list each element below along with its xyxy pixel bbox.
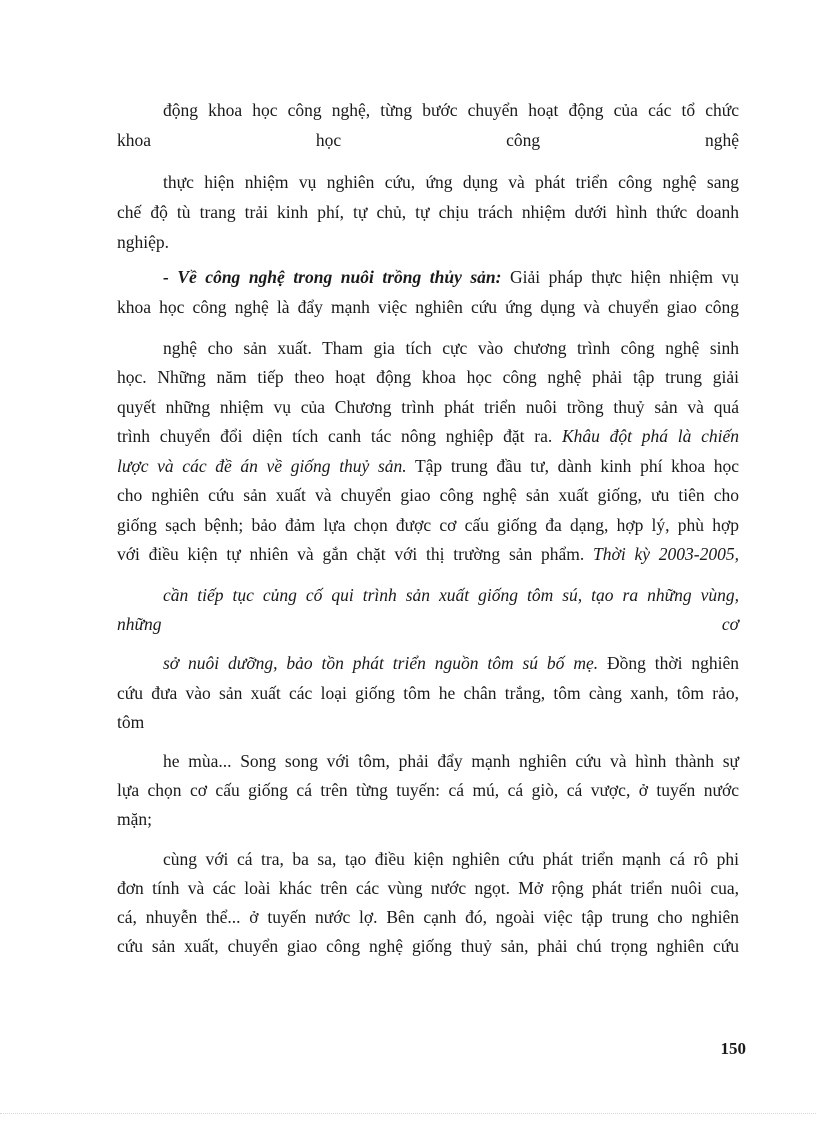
- text-line: quyết những nhiệm vụ của Chương trình phát triển nuôi trồng thuỷ sản và quá: [117, 397, 739, 417]
- text-line: động khoa học công nghệ, từng bước chuyển hoạt động của các tổ chức: [163, 100, 739, 120]
- text-line: cứu sản xuất, chuyển giao công nghệ giống thuỷ sản, phải chú trọng nghiên cứu: [117, 936, 739, 956]
- text-line: nghệ cho sản xuất. Tham gia tích cực vào chương trình công nghệ sinh: [163, 338, 739, 358]
- text-line: - Về công nghệ trong nuôi trồng thủy sản: Giải pháp thực hiện nhiệm vụ: [163, 267, 739, 287]
- text-line: giống sạch bệnh; bảo đảm lựa chọn được cơ cấu giống đa dạng, hợp lý, phù hợp: [117, 515, 739, 535]
- text-line: nghiệp.: [117, 232, 170, 252]
- text-line: đơn tính và các loài khác trên các vùng nước ngọt. Mở rộng phát triển nuôi cua,: [117, 878, 739, 898]
- text-line: lựa chọn cơ cấu giống cá trên từng tuyến: cá mú, cá giò, cá vược, ở tuyến nước: [117, 780, 739, 800]
- text-line: cá, nhuyễn thể... ở tuyến nước lợ. Bên cạnh đó, ngoài việc tập trung cho nghiên: [117, 907, 739, 927]
- text-line: khoa học công nghệ là đẩy mạnh việc nghiên cứu ứng dụng và chuyển giao công: [117, 297, 739, 317]
- text-line: tôm: [117, 712, 145, 732]
- text-line: mặn;: [117, 809, 152, 829]
- text-line: cứu đưa vào sản xuất các loại giống tôm he chân trắng, tôm càng xanh, tôm rảo,: [117, 683, 739, 703]
- text-line: khoa học công nghệ: [117, 130, 739, 150]
- text-line: chế độ tù trang trải kinh phí, tự chủ, tự chịu trách nhiệm dưới hình thức doanh: [117, 202, 739, 222]
- text-line: cùng với cá tra, ba sa, tạo điều kiện nghiên cứu phát triển mạnh cá rô phi: [163, 849, 739, 869]
- text-line: lược và các đề án về giống thuỷ sản. Tập trung đầu tư, dành kinh phí khoa học: [117, 456, 739, 476]
- page-number: 150: [720, 1039, 746, 1058]
- section-heading: - Về công nghệ trong nuôi trồng thủy sản:: [163, 267, 502, 287]
- text-line: thực hiện nhiệm vụ nghiên cứu, ứng dụng và phát triển công nghệ sang: [163, 172, 739, 192]
- text-line: những cơ: [117, 614, 739, 634]
- text-line: trình chuyển đổi diện tích canh tác nông nghiệp đặt ra. Khâu đột phá là chiến: [117, 426, 740, 446]
- text-line: học. Những năm tiếp theo hoạt động khoa học công nghệ phải tập trung giải: [117, 367, 739, 387]
- text-line: sở nuôi dưỡng, bảo tồn phát triển nguồn tôm sú bố mẹ. Đồng thời nghiên: [163, 653, 740, 673]
- page-bottom-border: [0, 1113, 816, 1114]
- text-line: cho nghiên cứu sản xuất và chuyển giao công nghệ sản xuất giống, ưu tiên cho: [117, 485, 739, 505]
- text-line: he mùa... Song song với tôm, phải đẩy mạnh nghiên cứu và hình thành sự: [163, 751, 739, 771]
- text-line: với điều kiện tự nhiên và gắn chặt với thị trường sản phẩm. Thời kỳ 2003-2005,: [117, 544, 740, 564]
- text-line: cần tiếp tục củng cố qui trình sản xuất giống tôm sú, tạo ra những vùng,: [163, 585, 739, 605]
